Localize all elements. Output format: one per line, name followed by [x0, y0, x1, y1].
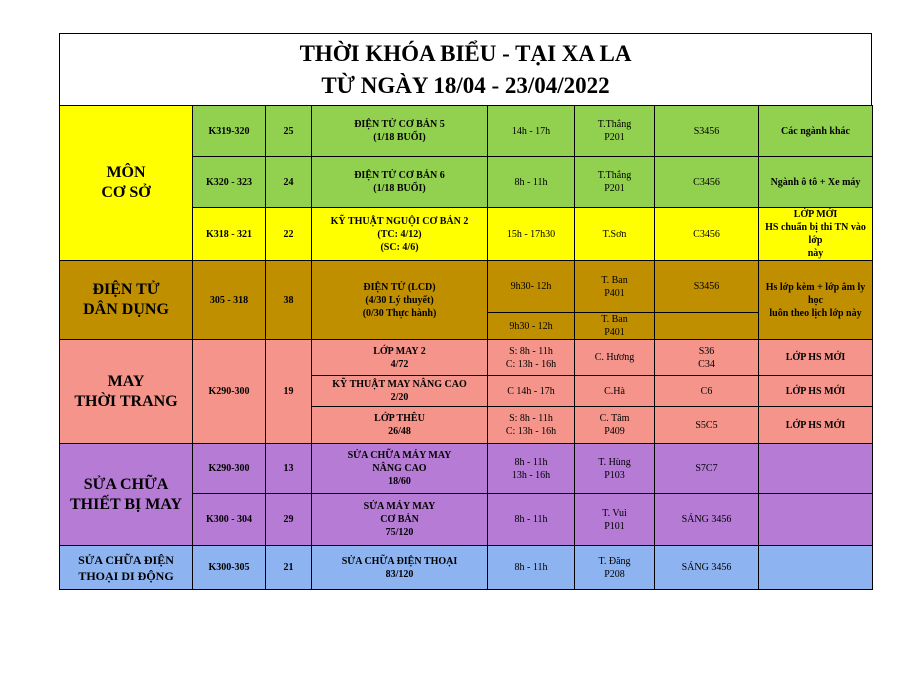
teacher-cell: T. Đăng P208: [575, 546, 655, 590]
note-cell: LỚP HS MỚI: [759, 407, 873, 444]
group-mon-co-so: MÔN CƠ SỞ: [60, 106, 193, 261]
teacher-cell: T.Thắng P201: [575, 106, 655, 157]
days-cell: S7C7: [655, 444, 759, 494]
count-cell: 25: [266, 106, 312, 157]
days-cell: C3456: [655, 208, 759, 261]
teacher-cell: T. Vui P101: [575, 494, 655, 546]
note-cell: LỚP HS MỚI: [759, 340, 873, 376]
subject-cell: KỸ THUẬT MAY NÂNG CAO 2/20: [312, 376, 488, 407]
class-cell: K300-305: [193, 546, 266, 590]
days-cell: S36 C34: [655, 340, 759, 376]
schedule-table: [59, 105, 873, 590]
table-row: [60, 546, 873, 590]
subject-cell: ĐIỆN TỬ (LCD) (4/30 Lý thuyết) (0/30 Thực hành): [312, 261, 488, 340]
class-cell: K290-300: [193, 340, 266, 444]
note-cell: LỚP HS MỚI: [759, 376, 873, 407]
note-cell: LỚP MỚI HS chuẩn bị thi TN vào lớp này: [759, 208, 873, 261]
time-cell: 9h30 - 12h: [488, 313, 575, 340]
count-cell: 29: [266, 494, 312, 546]
time-cell: 14h - 17h: [488, 106, 575, 157]
note-cell: [759, 444, 873, 494]
count-cell: 38: [266, 261, 312, 340]
note-cell: Các ngành khác: [759, 106, 873, 157]
class-cell: 305 - 318: [193, 261, 266, 340]
group-sua-chua-dien-thoai: SỬA CHỮA ĐIỆN THOẠI DI ĐỘNG: [60, 546, 193, 590]
subject-cell: ĐIỆN TỬ CƠ BẢN 6 (1/18 BUỔI): [312, 157, 488, 208]
subject-cell: SỬA MÁY MAY CƠ BẢN 75/120: [312, 494, 488, 546]
teacher-cell: T.Thắng P201: [575, 157, 655, 208]
subject-cell: ĐIỆN TỬ CƠ BẢN 5 (1/18 BUỔI): [312, 106, 488, 157]
time-cell: 8h - 11h 13h - 16h: [488, 444, 575, 494]
teacher-cell: T. Ban P401: [575, 313, 655, 340]
days-cell: [655, 313, 759, 340]
subject-cell: SỬA CHỮA MÁY MAY NÂNG CAO 18/60: [312, 444, 488, 494]
time-cell: 9h30- 12h: [488, 261, 575, 313]
timetable-sheet: [59, 33, 872, 590]
table-row: [60, 444, 873, 494]
note-cell: Ngành ô tô + Xe máy: [759, 157, 873, 208]
class-cell: K290-300: [193, 444, 266, 494]
table-row: [60, 261, 873, 313]
days-cell: S3456: [655, 106, 759, 157]
time-cell: S: 8h - 11h C: 13h - 16h: [488, 407, 575, 444]
teacher-cell: C. Hương: [575, 340, 655, 376]
timetable-title: [59, 33, 872, 105]
note-cell: [759, 494, 873, 546]
time-cell: S: 8h - 11h C: 13h - 16h: [488, 340, 575, 376]
subject-cell: KỸ THUẬT NGUỘI CƠ BẢN 2 (TC: 4/12) (SC: 4/6): [312, 208, 488, 261]
count-cell: 13: [266, 444, 312, 494]
note-cell: [759, 546, 873, 590]
teacher-cell: C. Tâm P409: [575, 407, 655, 444]
table-row: [60, 340, 873, 376]
group-may-thoi-trang: MAY THỜI TRANG: [60, 340, 193, 444]
teacher-cell: T.Sơn: [575, 208, 655, 261]
group-dien-tu-dan-dung: ĐIỆN TỬ DÂN DỤNG: [60, 261, 193, 340]
teacher-cell: T. Hùng P103: [575, 444, 655, 494]
note-cell: Hs lớp kèm + lớp âm ly học luôn theo lịch lớp này: [759, 261, 873, 340]
subject-cell: SỬA CHỮA ĐIỆN THOẠI 83/120: [312, 546, 488, 590]
days-cell: C6: [655, 376, 759, 407]
class-cell: K320 - 323: [193, 157, 266, 208]
table-row: [60, 106, 873, 157]
days-cell: S3456: [655, 261, 759, 313]
time-cell: C 14h - 17h: [488, 376, 575, 407]
class-cell: K319-320: [193, 106, 266, 157]
count-cell: 19: [266, 340, 312, 444]
subject-cell: LỚP MAY 2 4/72: [312, 340, 488, 376]
count-cell: 24: [266, 157, 312, 208]
group-sua-chua-thiet-bi-may: SỬA CHỮA THIẾT BỊ MAY: [60, 444, 193, 546]
time-cell: 8h - 11h: [488, 494, 575, 546]
days-cell: S5C5: [655, 407, 759, 444]
count-cell: 21: [266, 546, 312, 590]
days-cell: SÁNG 3456: [655, 494, 759, 546]
time-cell: 15h - 17h30: [488, 208, 575, 261]
class-cell: K300 - 304: [193, 494, 266, 546]
days-cell: C3456: [655, 157, 759, 208]
title-line-2: TỪ NGÀY 18/04 - 23/04/2022: [321, 73, 610, 98]
count-cell: 22: [266, 208, 312, 261]
subject-cell: LỚP THÊU 26/48: [312, 407, 488, 444]
title-line-1: THỜI KHÓA BIỂU - TẠI XA LA: [299, 41, 632, 66]
teacher-cell: C.Hà: [575, 376, 655, 407]
days-cell: SÁNG 3456: [655, 546, 759, 590]
time-cell: 8h - 11h: [488, 157, 575, 208]
class-cell: K318 - 321: [193, 208, 266, 261]
time-cell: 8h - 11h: [488, 546, 575, 590]
teacher-cell: T. Ban P401: [575, 261, 655, 313]
